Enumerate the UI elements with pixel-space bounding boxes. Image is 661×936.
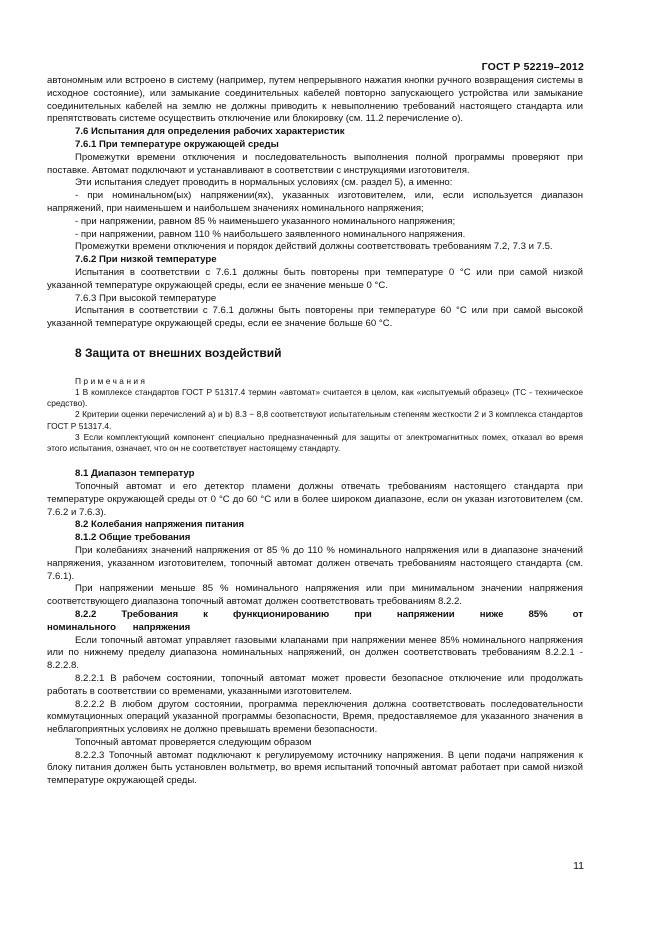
paragraph: При колебаниях значений напряжения от 85 % до 110 % номинального напряжения или в диапазоне значений напряжения, указанном изготовителем, топочный автомат должен отвечать требованиям настоящего стандарта (см. 7.6.1).	[47, 544, 583, 582]
paragraph: 8.2.2.1 В рабочем состоянии, топочный автомат может провести безопасное отключение или продолжать работать в соответствии со временами, указанными изготовителем.	[47, 672, 583, 697]
list-item: - при номинальном(ых) напряжении(ях), указанных изготовителем, или, если используется диапазон напряжений, при наименьшем и наибольшем значениях номинального напряжения;	[47, 190, 583, 214]
paragraph: Топочный автомат и его детектор пламени должны отвечать требованиям настоящего стандарта при температуре окружающей среды от 0 °С до 60 °С или в более широком диапазоне, если он указан изготовителем (см. 7.6.2 и 7.6.3).	[47, 480, 583, 518]
subsection-heading: 7.6.2 При низкой температуре	[75, 254, 217, 266]
note-item: 2 Критерии оценки перечислений а) и b) 8.3 − 8,8 соответствуют испытательным степеням жесткости 2 и 3 комплекса стандартов ГОСТ Р 51317.4.	[47, 409, 583, 431]
paragraph: Если топочный автомат управляет газовыми клапанами при напряжении менее 85% номинального напряжения или по нижнему пределу диапазона номинальных напряжений, он должен соответствовать требованиям 8.2.2.1 - 8.2.2.8.	[47, 634, 583, 672]
section-heading: 8.1 Диапазон температур	[75, 468, 195, 480]
section-heading: 7.6 Испытания для определения рабочих характеристик	[75, 126, 345, 138]
paragraph: 8.2.2.2 В любом другом состоянии, программа переключения должна соответствовать последовательности коммутационных операций указанной программы безопасности, Время, предоставляемое для указанного значения в неблагоприятных условиях не должно превышать времени безопасности.	[47, 698, 583, 736]
subsection-heading: 7.6.3 При высокой температуре	[75, 292, 217, 304]
section-heading: 8.2 Колебания напряжения питания	[75, 519, 245, 531]
paragraph: Промежутки времени отключения и последовательность выполнения полной программы проверяют при поставке. Автомат подключают и устанавливают в соответствии с инструкциями изготовителя.	[47, 151, 583, 176]
document-body	[47, 75, 583, 788]
chapter-heading: 8 Защита от внешних воздействий	[75, 345, 282, 360]
page-number: 11	[573, 860, 584, 872]
paragraph: автономным или встроено в систему (например, путем непрерывного нажатия кнопки ручного возвращения системы в исходное состояние), или замыкание соединительных кабелей повторно запускающего устройства или замыкание соединительных кабелей на землю не должны приводить к невыполнению требований настоящего стандарта или препятствовать системе осуществить отключение или блокировку (см. 11.2 перечисление о).	[47, 75, 583, 125]
notes-title: Примечания	[75, 375, 148, 386]
note-item: 1 В комплексе стандартов ГОСТ Р 51317.4 термин «автомат» считается в целом, как «испытуемый образец» (ТС - техническое средство).	[47, 386, 583, 409]
standard-header: ГОСТ Р 52219–2012	[481, 61, 584, 73]
subsection-heading: 7.6.1 При температуре окружающей среды	[75, 138, 279, 150]
paragraph: Испытания в соответствии с 7.6.1 должны быть повторены при температуре 0 °С или при самой низкой указанной температуре окружающей среды, если ее значение меньше 0 °С.	[47, 266, 583, 291]
paragraph: Топочный автомат проверяется следующим образом	[75, 736, 312, 748]
subsection-heading: 8.1.2 Общие требования	[75, 532, 191, 544]
paragraph: При напряжении меньше 85 % номинального напряжения или при минимальном значении напряжения соответствующего диапазона топочный автомат должен соответствовать требованиям 8.2.2.	[47, 583, 583, 608]
paragraph: 8.2.2.3 Топочный автомат подключают к регулируемому источнику напряжения. В цепи подачи напряжения к блоку питания должен быть установлен вольтметр, во время испытаний топочный автомат работает при самой низкой температуре окружающей среды.	[47, 749, 583, 787]
list-item: - при напряжении, равном 110 % наибольшего заявленного номинального напряжения.	[75, 228, 466, 240]
note-item: 3 Если комплектующий компонент специально предназначенный для защиты от электромагнитных помех, отказал во время этого испытания, означает, что он не соответствует настоящему стандарту.	[47, 431, 583, 453]
subsection-heading: 8.2.2 Требования к функционированию при напряжении ниже 85% от номинального напряжения	[47, 608, 583, 633]
paragraph: Испытания в соответствии с 7.6.1 должны быть повторены при температуре 60 °С или при самой высокой указанной температуре окружающей среды, если ее значение больше 60 °С.	[47, 305, 583, 330]
list-item: - при напряжении, равном 85 % наименьшего указанного номинального напряжения;	[75, 215, 456, 227]
paragraph: Промежутки времени отключения и порядок действий должны соответствовать требованиям 7.2, 7.3 и 7.5.	[75, 241, 553, 253]
paragraph: Эти испытания следует проводить в нормальных условиях (см. раздел 5), а именно:	[75, 177, 453, 189]
